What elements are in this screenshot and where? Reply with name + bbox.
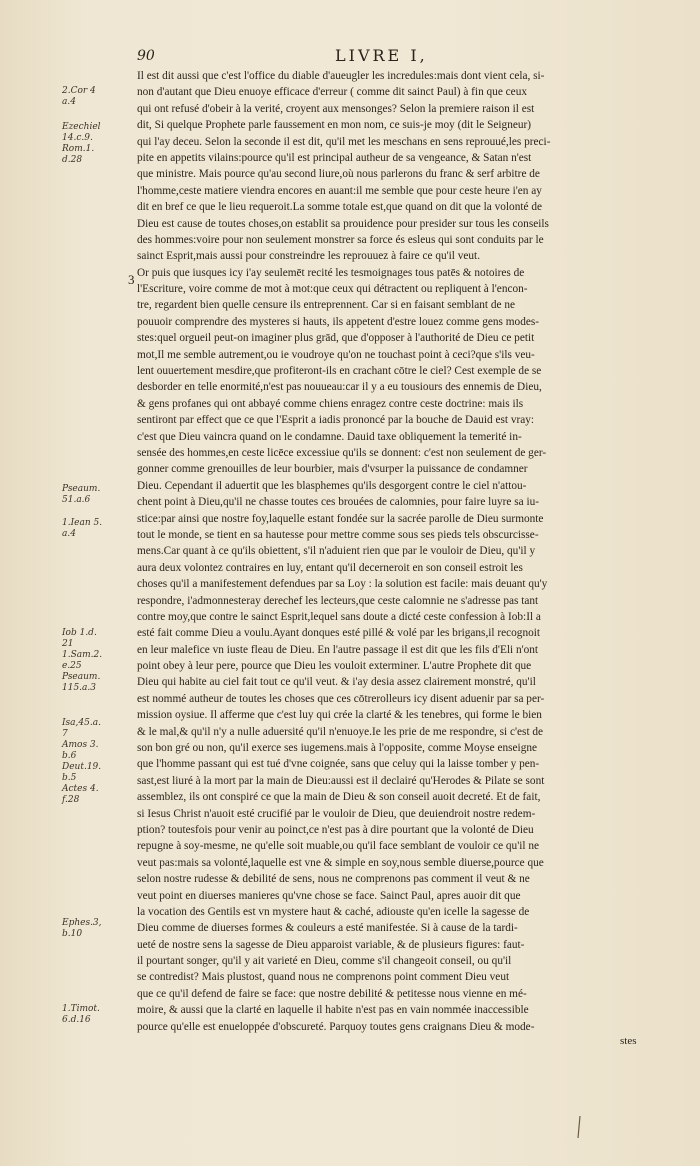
text-line: que l'homme passant qui est tué d'vne coignée, sans que celuy qui la laisse tomber y pen- — [137, 758, 540, 771]
text-line: des hommes:voire pour non seulement monstrer sa force és esleus qui sont conduits par le — [137, 233, 544, 246]
page-header — [0, 44, 700, 68]
text-line: choses qu'il a manifestement defendues par sa Loy : la solution est facile: mais deuant qu'y — [137, 578, 548, 591]
text-line: se contredist? Mais plustost, quand nous ne comprenons point comment Dieu veut — [137, 971, 510, 984]
text-line: chent point à Dieu,qu'il ne chasse toutes ces brouées de calomnies, pour faire luyre sa iu- — [137, 496, 539, 509]
text-line: ueté de nostre sens la sagesse de Dieu apparoist variable, & de plusieurs figures: faut- — [137, 938, 525, 951]
text-line: Dieu qui habite au ciel fait tout ce qu'il veut. & i'ay desia assez clairement monstré, qu'il — [137, 676, 536, 689]
text-line: l'Escriture, voire comme de mot à mot:que ceux qui détractent ou repliquent à l'encon- — [137, 283, 528, 296]
text-line: selon nostre rudesse & debilité de sens, nous ne comprenons pas comment il veut & ne — [137, 873, 530, 886]
ink-mark — [576, 1115, 582, 1139]
text-line: desborder en telle enormité,n'est pas nouueau:car il y a eu tousiours des ennemis de Dieu, — [137, 381, 542, 394]
running-title: LIVRE I, — [335, 46, 428, 65]
text-line: que ministre. Mais pource qu'au second liure,où nous parlerons du franc & serf arbitre de — [137, 168, 540, 181]
text-line: Dieu comme de diuerses formes & couleurs a esté manifestée. Si à cause de la tardi- — [137, 922, 518, 935]
text-line: dit en bref ce que le lieu requeroit.La somme totale est,que quand on dit que la volonté de — [137, 201, 542, 214]
text-line: pite en appetits vilains:pource qu'il est principal autheur de sa vengeance, & Satan n'est — [137, 151, 532, 164]
paragraph-number: 3 — [128, 272, 135, 287]
text-line: mission oysiue. Il afferme que c'est luy qui crée la clarté & les tenebres, qui forme le bien — [137, 709, 542, 722]
text-line: & le mal,& qu'il n'y a nulle aduersité qu'il n'enuoye.Ie les prie de me respondre, si c'est de — [137, 725, 544, 738]
margin-notes — [62, 82, 122, 1042]
text-line: point obey à leur pere, pource que Dieu les vouloit exterminer. L'autre Prophete dit que — [137, 660, 532, 673]
text-line: moire, & aussi que la clarté en laquelle il habite n'est pas en vain nommée inaccessible — [137, 1004, 529, 1017]
text-line: ption? toutesfois pour venir au poinct,ce n'est pas à dire pourtant que la volonté de Dieu — [137, 823, 534, 836]
text-line: aura deux volontez contraires en luy, entant qu'il decerneroit en son conseil estroit les — [137, 561, 523, 574]
text-line: pouuoir comprendre des mysteres si hauts, ils appetent d'estre louez comme gens modes- — [137, 315, 540, 328]
text-line: stice:par ainsi que nostre foy,laquelle estant fondée sur la sacrée parolle de Dieu surmonte — [137, 512, 544, 525]
margin-note: 1.Iean 5. a.4 — [62, 518, 103, 539]
page-number: 90 — [137, 48, 155, 64]
text-line: qui ont refusé d'obeir à la verité, croyent aux mensonges? Selon la premiere raison il est — [137, 102, 535, 115]
text-line: Dieu. Cependant il aduertit que les blasphemes qu'ils desgorgent contre le ciel n'attou- — [137, 479, 527, 492]
text-line: stes:quel orgueil peut-on imaginer plus grād, que d'opposer à l'authorité de Dieu ce petit — [137, 332, 535, 345]
text-line: veut pas:mais sa volonté,laquelle est vne & simple en soy,nous semble diuerse,pource que — [137, 856, 544, 869]
body-text — [137, 68, 680, 1035]
text-line: dit, Si quelque Prophete parle faussement en mon nom, ce suis-je moy (dit le Seigneur) — [137, 119, 532, 132]
text-line: lent ouuertement mesdire,que profiteront-ils en crachant cōtre le ciel? Cest exemple de se — [137, 365, 542, 378]
margin-note: Ezechiel 14.c.9. Rom.1. d.28 — [62, 122, 101, 165]
text-line: c'est que Dieu vaincra quand on le condamne. Dauid taxe obliquement la temerité in- — [137, 430, 522, 443]
text-line: en leur malefice vn iuste fleau de Dieu. En l'autre passage il est dit que les fils d'Eli n'ont — [137, 643, 539, 656]
text-line: mens.Car quant à ce qu'ils obiettent, s'il n'aduient rien que par le vouloir de Dieu, qu'il y — [137, 545, 536, 558]
text-line: contre moy,que contre le sainct Esprit,lequel sans doute a dicté ceste confession à Iob:Il a — [137, 610, 541, 623]
text-line: respondre, i'admonnesteray derechef les lecteurs,que ceste calomnie ne s'adresse pas tant — [137, 594, 539, 607]
catchword: stes — [620, 1035, 637, 1047]
text-line: il pourtant songer, qu'il y ait varieté en Dieu, comme s'il changeoit conseil, ou qu'il — [137, 955, 512, 968]
text-line: que ce qu'il defend de faire se face: que nostre debilité & petitesse nous vienne en mé- — [137, 987, 527, 1000]
text-line: sainct Esprit,mais aussi pour constreindre les reprouuez à faire ce qu'il veut. — [137, 250, 481, 263]
text-line: esté fait comme Dieu a voulu.Ayant donques esté pillé & volé par les brigans,il recognoit — [137, 627, 541, 640]
text-line: tre, regardent bien quelle censure ils entreprennent. Car si en faisant semblant de ne — [137, 299, 515, 312]
margin-note: Iob 1.d. 21 1.Sam.2. e.25 Pseaum. 115.a.3 — [62, 628, 103, 693]
text-line: sentiront par effect que ce que l'Esprit a iadis prononcé par la bouche de Dauid est vray: — [137, 414, 535, 427]
text-line: si Iesus Christ n'auoit esté crucifié par le vouloir de Dieu, que deuiendroit nostre redem- — [137, 807, 536, 820]
text-line: Il est dit aussi que c'est l'office du diable d'aueugler les incredules:mais dont vient cela, si- — [137, 70, 545, 82]
text-line: Dieu est cause de toutes choses,on establit sa prouidence pour presider sur tous les conseils — [137, 217, 549, 230]
text-line: sast,est liuré à la mort par la main de Dieu:aussi est il declairé qu'Herodes & Pilate se sont — [137, 774, 545, 787]
text-line: la vocation des Gentils est vn mystere haut & caché, adiouste qu'en icelle la sagesse de — [137, 905, 530, 918]
text-line: tout le monde, se tient en sa hautesse pour mettre comme sous ses pieds tels obscurcisse- — [137, 528, 539, 541]
text-line: & gens profanes qui ont abbayé comme chiens enragez contre ceste doctrine: mais ils — [137, 397, 524, 410]
text-line: non d'autant que Dieu enuoye efficace d'erreur ( comme dit sainct Paul) à fin que ceux — [137, 86, 527, 99]
text-line: qui l'ay deceu. Selon la seconde il est dit, qu'il met les meschans en sens reprouué,les preci- — [137, 135, 551, 148]
margin-note: Isa,45.a. 7 Amos 3. b.6 Deut.19. b.5 Actes 4. f.28 — [62, 718, 102, 805]
margin-note: Pseaum. 51.a.6 — [62, 484, 101, 505]
text-line: son bon gré ou non, qu'il exerce ses iugemens.mais à l'opposite, comme Moyse enseigne — [137, 742, 538, 755]
text-line: pource qu'elle est enueloppée d'obscureté. Parquoy toutes gens craignans Dieu & mode- — [137, 1020, 535, 1033]
text-line: veut point en diuerses manieres qu'vne chose se face. Sainct Paul, apres auoir dit que — [137, 889, 521, 902]
text-line: mot,Il me semble autrement,ou ie voudroye qu'on ne touchast point à ceci?que s'ils veu- — [137, 348, 535, 361]
text-line: l'homme,ceste matiere viendra encores en auant:il me semble que pour ceste heure i'en ay — [137, 184, 542, 197]
text-line: gonner comme grenouilles de leur bourbier, mais d'vsurper la puissance de condamner — [137, 463, 528, 476]
margin-note: 1.Timot. 6.d.16 — [62, 1004, 100, 1025]
text-line: sensée des hommes,en ceste licēce excessiue qu'ils se donnent: c'est non seulement de ger- — [137, 446, 547, 459]
margin-note: 2.Cor 4 a.4 — [62, 86, 96, 107]
text-line: Or puis que iusques icy i'ay seulemēt recité les tesmoignages tous patēs & notoires de — [137, 266, 525, 279]
text-line: assemblez, ils ont conspiré ce que la main de Dieu & son conseil auoit decreté. Et de fait, — [137, 791, 541, 804]
text-line: est nommé autheur de toutes les choses que ces cōtrerolleurs icy disent aduenir par sa per- — [137, 692, 545, 705]
margin-note: Ephes.3, b.10 — [62, 918, 102, 939]
text-line: repugne à soy-mesme, ne qu'elle soit muable,ou qu'il face semblant de vouloir ce qu'il ne — [137, 840, 540, 853]
